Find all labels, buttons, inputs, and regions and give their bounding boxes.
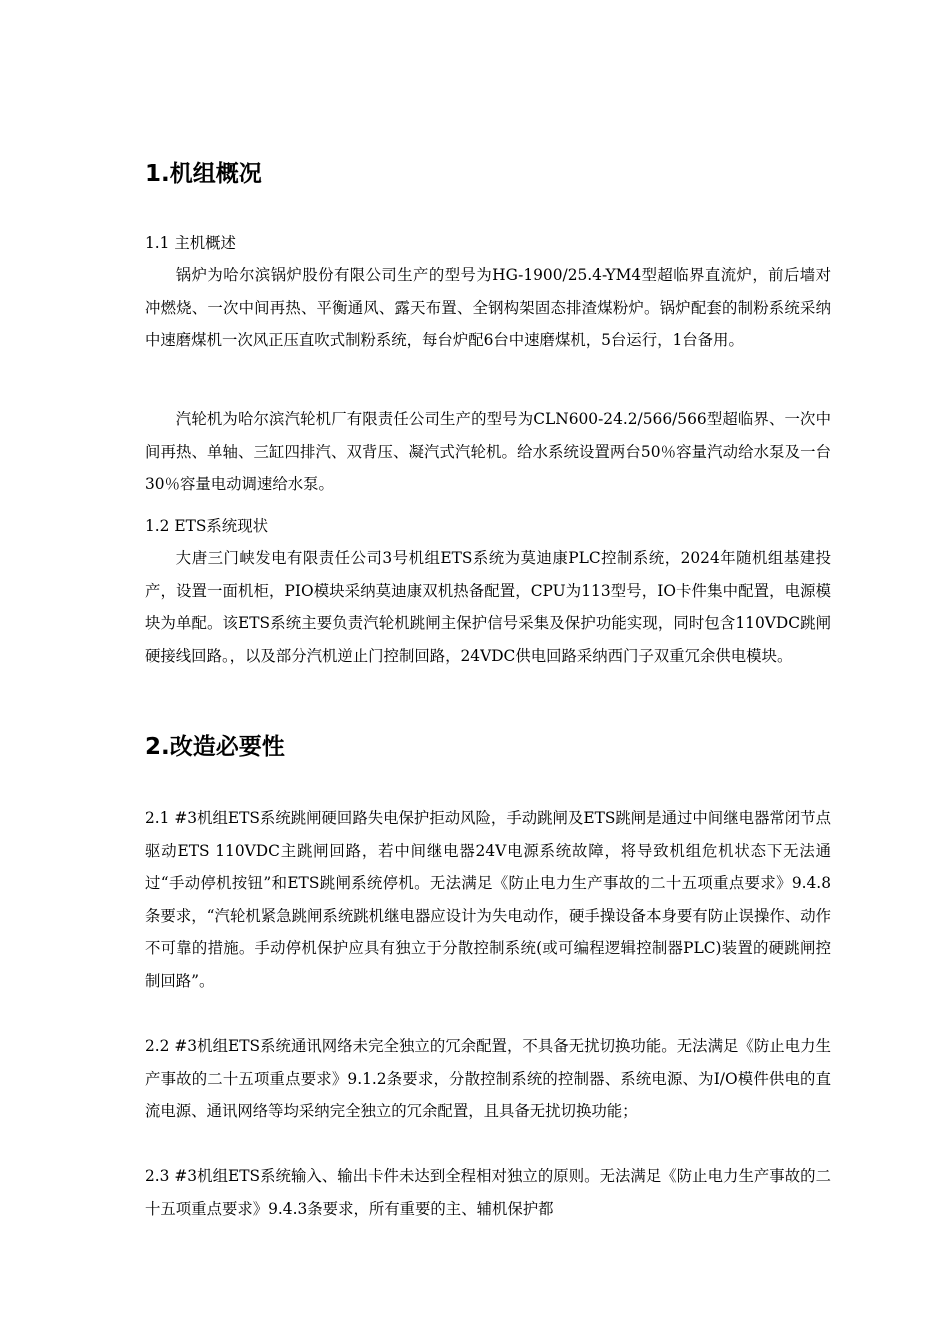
- section-heading-2: 2.改造必要性: [145, 734, 285, 760]
- subsection-title-1-2: 1.2 ETS系统现状: [145, 517, 268, 535]
- paragraph-ets-status: 大唐三门峡发电有限责任公司3号机组ETS系统为莫迪康PLC控制系统，2024年随机组基建投产，设置一面机柜，PIO模块采纳莫迪康双机热备配置，CPU为113型号，IO卡件集中配置，电源模块为单配。该ETS系统主要负责汽轮机跳闸主保护信号采集及保护功能实现，同时包含110VDC跳闸硬接线回路。，以及部分汽机逆止门控制回路，24VDC供电回路采纳西门子双重冗余供电模块。: [145, 549, 831, 665]
- paragraph-turbine: 汽轮机为哈尔滨汽轮机厂有限责任公司生产的型号为CLN600-24.2/566/566型超临界、一次中间再热、单轴、三缸四排汽、双背压、凝汽式汽轮机。给水系统设置两台50％容量汽动给水泵及一台30％容量电动调速给水泵。: [145, 410, 831, 493]
- list-item-2-1: 2.1 #3机组ETS系统跳闸硬回路失电保护拒动风险，手动跳闸及ETS跳闸是通过中间继电器常闭节点驱动ETS 110VDC主跳闸回路，若中间继电器24V电源系统故障，将导致机组危机状态下无法通过“手动停机按钮”和ETS跳闸系统停机。无法满足《防止电力生产事故的二十五项重点要求》9.4.8条要求，“汽轮机紧急跳闸系统跳机继电器应设计为失电动作，硬手操设备本身要有防止误操作、动作不可靠的措施。手动停机保护应具有独立于分散控制系统(或可编程逻辑控制器PLC)装置的硬跳闸控制回路”。: [145, 809, 831, 990]
- list-item-2-2: 2.2 #3机组ETS系统通讯网络未完全独立的冗余配置，不具备无扰切换功能。无法满足《防止电力生产事故的二十五项重点要求》9.1.2条要求，分散控制系统的控制器、系统电源、为I/O模件供电的直流电源、通讯网络等均采纳完全独立的冗余配置，且具备无扰切换功能；: [145, 1037, 831, 1120]
- paragraph-boiler: 锅炉为哈尔滨锅炉股份有限公司生产的型号为HG-1900/25.4-YM4型超临界直流炉，前后墙对冲燃烧、一次中间再热、平衡通风、露天布置、全钢构架固态排渣煤粉炉。锅炉配套的制粉系统采纳中速磨煤机一次风正压直吹式制粉系统，每台炉配6台中速磨煤机，5台运行，1台备用。: [145, 266, 831, 349]
- subsection-title-1-1: 1.1 主机概述: [145, 234, 236, 252]
- section-heading-1: 1.机组概况: [145, 161, 262, 187]
- list-item-2-3: 2.3 #3机组ETS系统输入、输出卡件未达到全程相对独立的原则。无法满足《防止电力生产事故的二十五项重点要求》9.4.3条要求，所有重要的主、辅机保护都: [145, 1167, 831, 1218]
